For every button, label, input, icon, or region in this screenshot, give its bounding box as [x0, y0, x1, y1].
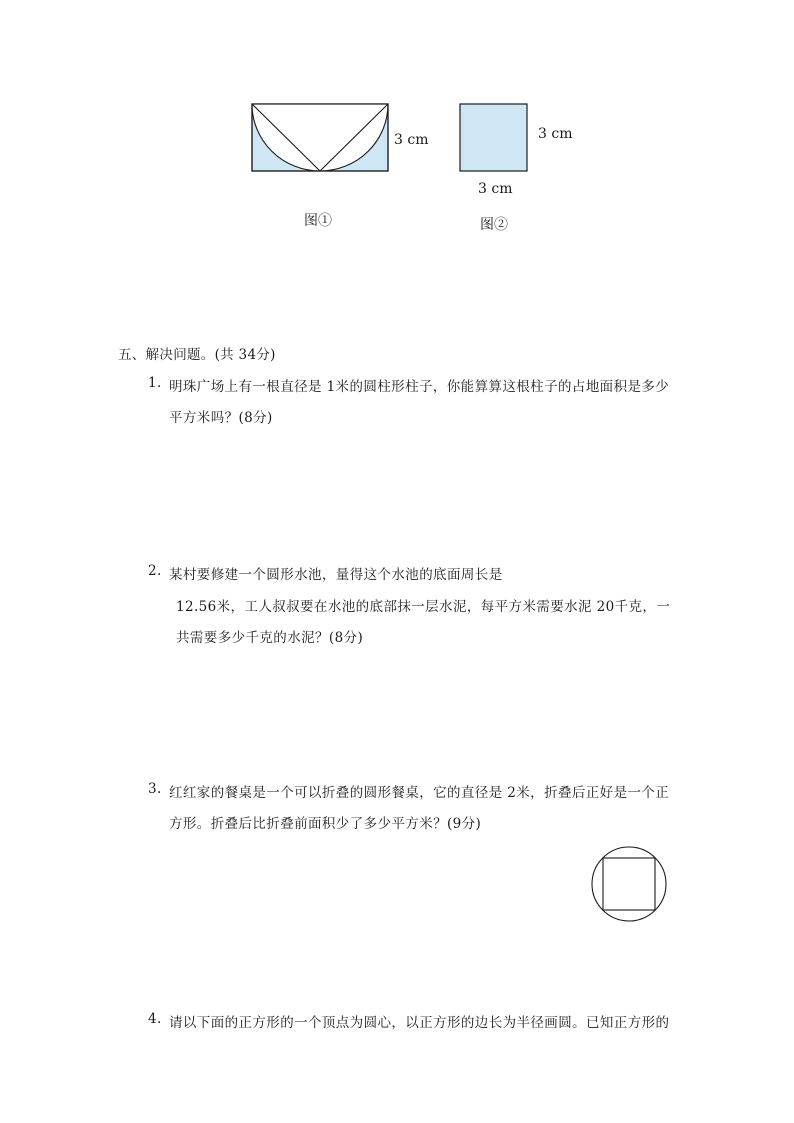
question-2-line-3: 共需要多少千克的水泥？(8分)	[176, 630, 364, 646]
question-3-line-1: 红红家的餐桌是一个可以折叠的圆形餐桌，它的直径是 2米，折叠后正好是一个正	[169, 785, 670, 801]
figure-2-square	[460, 104, 527, 171]
figure-2-bottom-label: 3 cm	[478, 181, 513, 197]
question-2-line-2: 12.56米，工人叔叔要在水池的底部抹一层水泥，每平方米需要水泥 20千克，一	[176, 599, 671, 615]
figure-1-caption: 图①	[304, 213, 332, 229]
figure-2-diagram	[459, 103, 529, 173]
question-3-line-2: 方形。折叠后比折叠前面积少了多少平方米？(9分)	[169, 816, 482, 832]
question-3-diagram	[591, 846, 671, 926]
question-4-number: 4.	[148, 1011, 162, 1027]
question-1-line-2: 平方米吗？(8分)	[169, 410, 273, 426]
figure-1-diagram	[251, 103, 391, 173]
figure-2-caption: 图②	[480, 217, 508, 233]
question-2-number: 2.	[148, 563, 162, 579]
question-1-number: 1.	[148, 375, 162, 391]
figure-2-side-label: 3 cm	[538, 126, 573, 142]
question-2-line-1: 某村要修建一个圆形水池，量得这个水池的底面周长是	[169, 567, 503, 583]
question-3-number: 3.	[148, 781, 162, 797]
question-4-line-1: 请以下面的正方形的一个顶点为圆心，以正方形的边长为半径画圆。已知正方形的	[169, 1015, 670, 1031]
question-1-line-1: 明珠广场上有一根直径是 1米的圆柱形柱子，你能算算这根柱子的占地面积是多少	[169, 379, 670, 395]
figure-1-dimension-label: 3 cm	[394, 132, 429, 148]
section-title: 五、解决问题。(共 34分)	[118, 347, 276, 363]
